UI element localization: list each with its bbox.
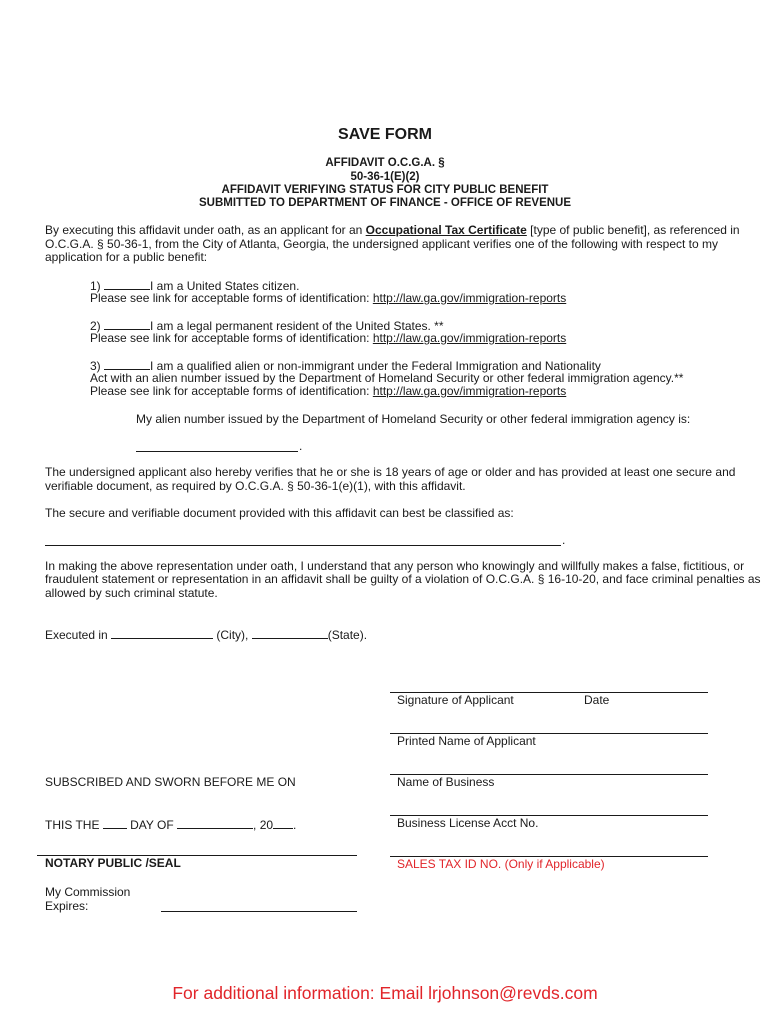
city-label: (City), <box>213 628 252 642</box>
heading-line-4: SUBMITTED TO DEPARTMENT OF FINANCE - OFFICE OF REVENUE <box>198 197 572 209</box>
year-label: , 20 <box>253 818 274 832</box>
month-field[interactable] <box>177 817 253 829</box>
date-label: Date <box>584 693 610 707</box>
option-1-link-line <box>90 292 566 306</box>
option-number: 1) <box>90 279 105 293</box>
this-the-label: THIS THE <box>45 818 103 832</box>
expires-label: Expires: <box>45 899 89 913</box>
alien-number-label: My alien number issued by the Department of Homeland Security or other federal immigration agency is: <box>136 412 691 426</box>
document-class-field[interactable] <box>45 545 561 546</box>
oath-line-1: In making the above representation under oath, I understand that any person who knowingly and willfully makes a false, fictitious, or <box>45 559 745 573</box>
state-field[interactable] <box>252 627 328 639</box>
intro-line-1 <box>45 224 740 238</box>
option-number: 2) <box>90 319 105 333</box>
intro-text: By executing this affidavit under oath, as an applicant for an <box>45 223 366 237</box>
printed-name-label: Printed Name of Applicant <box>397 734 536 748</box>
executed-line <box>45 627 367 643</box>
heading-line-2: 50-36-1(E)(2) <box>350 171 420 183</box>
intro-line-2: O.C.G.A. § 50-36-1, from the City of Atlanta, Georgia, the undersigned applicant verifies one of the following with respect to my <box>45 237 719 251</box>
benefit-type: Occupational Tax Certificate <box>365 223 527 237</box>
business-name-label: Name of Business <box>397 775 495 789</box>
option-3-line-2: Act with an alien number issued by the Department of Homeland Security or other federal immigration agency.** <box>90 371 684 385</box>
option-text: I am a United States citizen. <box>150 279 300 293</box>
notary-seal-label: NOTARY PUBLIC /SEAL <box>45 856 181 870</box>
state-label: (State). <box>327 628 368 642</box>
option-3-blank[interactable] <box>104 358 150 370</box>
expires-field[interactable] <box>161 911 357 912</box>
license-label: Business License Acct No. <box>397 816 539 830</box>
link-prefix: Please see link for acceptable forms of identification: <box>90 291 373 305</box>
commission-label: My Commission <box>45 885 131 899</box>
link-prefix: Please see link for acceptable forms of identification: <box>90 384 373 398</box>
day-field[interactable] <box>103 817 127 829</box>
option-1-blank[interactable] <box>104 278 150 290</box>
option-number: 3) <box>90 359 105 373</box>
city-field[interactable] <box>111 627 213 639</box>
executed-prefix: Executed in <box>45 628 112 642</box>
intro-line-3: application for a public benefit: <box>45 250 208 264</box>
verify-line-1: The undersigned applicant also hereby verifies that he or she is 18 years of age or older and has provided at least one secure and <box>45 465 736 479</box>
sales-tax-label: SALES TAX ID NO. (Only if Applicable) <box>397 857 605 871</box>
alien-number-field[interactable] <box>136 451 298 452</box>
option-3-link-line <box>90 385 566 399</box>
footer-contact: For additional information: Email lrjohnson@revds.com <box>172 983 598 1003</box>
sworn-label: SUBSCRIBED AND SWORN BEFORE ME ON <box>45 775 296 789</box>
heading-line-3: AFFIDAVIT VERIFYING STATUS FOR CITY PUBLIC BENEFIT <box>221 184 549 196</box>
day-of-label: DAY OF <box>126 818 178 832</box>
period-mark: . <box>562 533 566 547</box>
document-label: The secure and verifiable document provided with this affidavit can best be classified as: <box>45 506 514 520</box>
option-2-link-line <box>90 332 566 346</box>
option-text: I am a legal permanent resident of the United States. ** <box>150 319 444 333</box>
form-title: SAVE FORM <box>338 126 432 143</box>
oath-line-2: fraudulent statement or representation in an affidavit shall be guilty of a violation of O.C.G.A. § 16-10-20, and face criminal penalties as <box>45 572 761 586</box>
period-mark: . <box>299 439 303 453</box>
identification-link[interactable]: http://law.ga.gov/immigration-reports <box>372 384 567 398</box>
heading-line-1: AFFIDAVIT O.C.G.A. § <box>325 157 445 169</box>
signature-label: Signature of Applicant <box>397 693 514 707</box>
year-field[interactable] <box>273 817 293 829</box>
identification-link[interactable]: http://law.ga.gov/immigration-reports <box>372 291 567 305</box>
option-2-blank[interactable] <box>104 318 150 330</box>
period-mark: . <box>293 818 297 832</box>
identification-link[interactable]: http://law.ga.gov/immigration-reports <box>372 331 567 345</box>
verify-line-2: verifiable document, as required by O.C.G.A. § 50-36-1(e)(1), with this affidavit. <box>45 479 466 493</box>
oath-line-3: allowed by such criminal statute. <box>45 586 218 600</box>
link-prefix: Please see link for acceptable forms of identification: <box>90 331 373 345</box>
intro-text-2: [type of public benefit], as referenced in <box>526 223 740 237</box>
option-text: I am a qualified alien or non-immigrant under the Federal Immigration and Nationality <box>150 359 601 373</box>
this-the-line <box>45 817 296 833</box>
